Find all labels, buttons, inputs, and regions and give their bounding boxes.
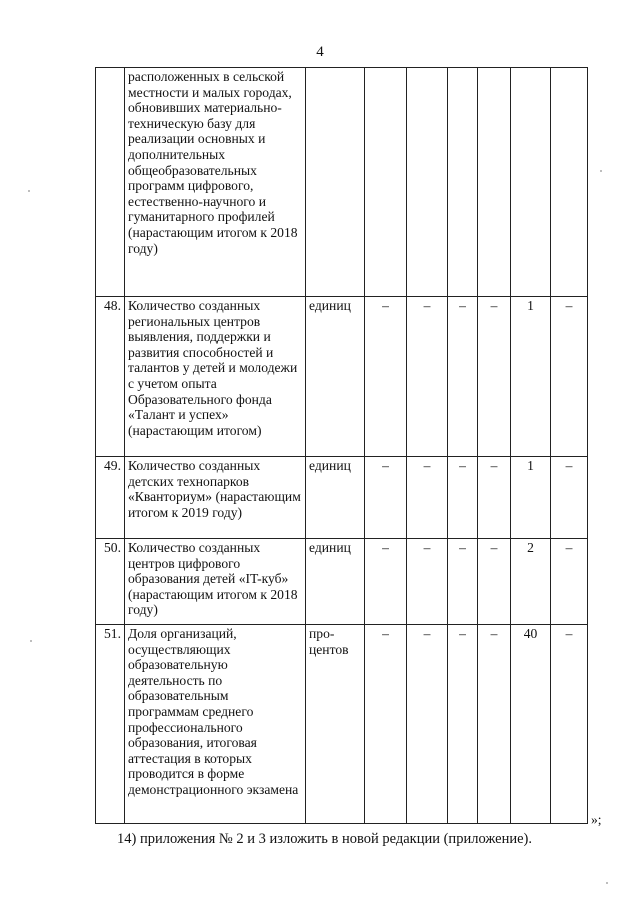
value-cell: – [478,297,511,457]
value-cell: – [478,625,511,824]
value-cell: – [407,297,448,457]
value-cell [478,68,511,297]
closing-quote: »; [591,812,602,827]
value-cell: – [365,625,407,824]
indicator-name: Количество созданных центров цифрового образования детей «IT-куб» (нарастающим итогом к 2018 году) [125,539,306,625]
value-cell: – [448,457,478,539]
table-row [96,297,588,457]
value-cell: – [407,539,448,625]
value-cell: 1 [511,297,551,457]
unit-of-measure: единиц [306,539,365,625]
amendment-text: 14) приложения № 2 и 3 изложить в новой редакции (приложение). [117,831,532,847]
value-cell: – [365,297,407,457]
scan-speck [600,170,602,172]
value-cell [365,68,407,297]
scan-speck [28,190,30,192]
row-number: 49. [96,457,125,539]
value-cell: 1 [511,457,551,539]
table-body [96,68,588,824]
value-cell: – [365,539,407,625]
page-number: 4 [316,44,324,60]
table-row [96,539,588,625]
value-cell: 2 [511,539,551,625]
value-cell [448,68,478,297]
value-cell: – [551,625,588,824]
indicator-name: Доля организаций, осуществляющих образовательную деятельность по образовательным программам среднего профессионального образования, итоговая аттестация в которых проводится в форме демонстрационного экзамена [125,625,306,824]
unit-of-measure: про- центов [306,625,365,824]
scan-speck [30,640,32,642]
row-number: 48. [96,297,125,457]
value-cell: – [478,539,511,625]
value-cell: – [448,539,478,625]
table-row [96,625,588,824]
indicator-name: расположенных в сельской местности и малых городах, обновивших материально-техническую базу для реализации основных и дополнительных общеобразовательных программ цифрового, естественно-научного и гуманитарного профилей (нарастающим итогом к 2018 году) [125,68,306,297]
table-row [96,457,588,539]
value-cell: – [478,457,511,539]
indicators-table [95,67,588,824]
value-cell: – [448,625,478,824]
row-number: 50. [96,539,125,625]
value-cell: – [551,297,588,457]
value-cell [407,68,448,297]
unit-of-measure: единиц [306,297,365,457]
value-cell [511,68,551,297]
unit-of-measure [306,68,365,297]
value-cell: – [551,457,588,539]
value-cell: – [551,539,588,625]
row-number [96,68,125,297]
scan-speck [606,882,608,884]
value-cell: – [407,457,448,539]
unit-of-measure: единиц [306,457,365,539]
value-cell: – [365,457,407,539]
table-row [96,68,588,297]
value-cell: – [448,297,478,457]
indicator-name: Количество созданных региональных центров выявления, поддержки и развития способностей и талантов у детей и молодежи с учетом опыта Образовательного фонда «Талант и успех» (нарастающим итогом) [125,297,306,457]
row-number: 51. [96,625,125,824]
value-cell [551,68,588,297]
value-cell: 40 [511,625,551,824]
indicator-name: Количество созданных детских технопарков «Кванториум» (нарастающим итогом к 2019 году) [125,457,306,539]
value-cell: – [407,625,448,824]
